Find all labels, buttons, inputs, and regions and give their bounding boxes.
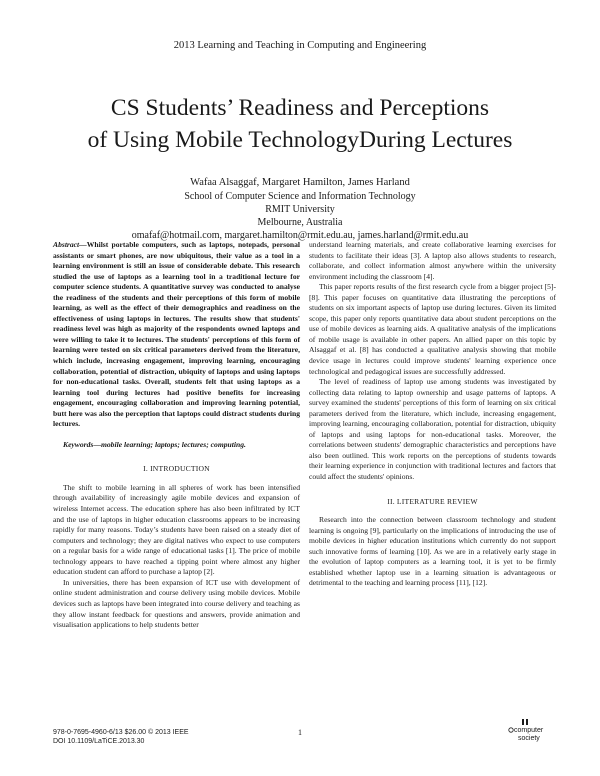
affiliation-university: RMIT University	[265, 204, 335, 215]
author-names: Wafaa Alsaggaf, Margaret Hamilton, James Harland	[190, 177, 410, 188]
intro-paragraph-1: The shift to mobile learning in all spheres of work has been intensified through availability of increasingly agile mobile devices and expansion of wireless Internet access. The education sphere has also been infiltrated by ICT and the use of laptops in higher education classrooms appears to be increasing rapidly for many reasons. Today’s students have been raised on a steady diet of computers and technology; they are digital natives who expect to use computers on a regular basis for a wide range of educational tasks [1]. The price of mobile technology appears to have reached a tipping point where almost any higher education student can afford to purchase a laptop [2].	[53, 482, 300, 577]
page-number: 1	[298, 728, 302, 737]
section-heading-introduction: I. INTRODUCTION	[143, 464, 210, 474]
computer-society-logo	[502, 718, 554, 752]
paper-title-line-1: CS Students’ Readiness and Perceptions	[110, 95, 490, 121]
author-emails: omafaf@hotmail.com, margaret.hamilton@rmit.edu.au, james.harland@rmit.edu.au	[131, 230, 469, 241]
logo-text-society: society	[518, 735, 540, 742]
section-heading-literature-review: II. LITERATURE REVIEW	[387, 496, 478, 506]
left-column	[53, 240, 300, 631]
logo-text-computer: computer	[514, 727, 544, 734]
intro-paragraph-4: The level of readiness of laptop use among students was investigated by collecting data relating to laptop ownership and usage patterns of laptops. A survey examined the students' perceptions of this form of learning on six critical parameters derived from the literature, which include, increasing engagement, improving learning, encouraging collaboration, potential for distraction, ubiquity of laptops and using laptops for non-educational tasks. Moreover, the correlations between students' demographic characteristics and perceptions have also been outlined. This work reports on the perceptions of students towards their learning experience in conjunction with traditional lectures and factors that could affect the students' opinions.	[309, 377, 556, 482]
abstract-label: Abstract—	[53, 240, 87, 249]
abstract	[53, 240, 300, 430]
intro-paragraph-2: In universities, there has been expansion of ICT use with development of online student administration and course delivery using mobile devices. Mobile devices such as laptops have been integrated into course delivery and teaching as they allow instant feedback for questions and answers, provide animation and visualisation applications to help students better	[53, 577, 300, 630]
doi-line: DOI 10.1109/LaTiCE.2013.30	[53, 738, 145, 745]
paper-title	[0, 92, 600, 156]
author-block	[0, 176, 600, 242]
intro-paragraph-continued: understand learning materials, and create collaborative learning exercises for students to facilitate their ideas [3]. A laptop also allows students to research, collaborate, and collect information almost anywhere within the university environment including the classroom [4].	[309, 240, 556, 281]
affiliation-location: Melbourne, Australia	[257, 217, 343, 228]
isbn-line: 978-0-7695-4960-6/13 $26.00 © 2013 IEEE	[53, 729, 189, 736]
paper-title-line-2: of Using Mobile TechnologyDuring Lectures	[87, 127, 513, 153]
abstract-text: Whilst portable computers, such as laptops, notepads, personal assistants or smart phones, are now ubiquitous, their value as a tool in a learning environment is still an issue of considerable debate. This research studied the use of laptops as a learning tool in a traditional lecture for computer science students. A quantitative survey was conducted to analyse the readiness of the students and their perceptions of this form of mobile learning, as well as the effect of their demographics and readiness on the effectiveness of using laptops in lectures. The results show that students' readiness level was high as majority of the respondents owned laptops and were willing to take it to lectures. The students' perceptions of this form of learning were tested on six critical parameters derived from the literature, which include, increasing engagement, improving learning, encouraging collaboration, potential of distraction, ubiquity of laptops and using laptops for non-educational tasks. Overall, students felt that using laptops as a learning tool during lectures had positive benefits for increasing engagement, encouraging collaboration and improving learning potential, butt here was also the perception that laptops could distract students during lectures.	[53, 240, 300, 429]
right-column	[309, 240, 556, 589]
affiliation-school: School of Computer Science and Information Technology	[184, 191, 416, 202]
conference-header: 2013 Learning and Teaching in Computing and Engineering	[173, 40, 427, 51]
literature-paragraph-1: Research into the connection between classroom technology and student learning is ongoing [9], particularly on the implications of introducing the use of mobile devices in higher education institutions which currently do not support such innovative forms of learning [10]. As we are in a relatively early stage in the evolution of laptop computers as a learning tool, it is yet to be firmly established whether laptop use in a learning situation is advantageous or detrimental to the teaching and learning process [11], [12].	[309, 515, 556, 588]
keywords: Keywords—mobile learning; laptops; lectures; computing.	[63, 439, 246, 449]
intro-paragraph-3: This paper reports results of the first research cycle from a bigger project [5]-[8]. This paper focuses on quantitative data illustrating the perceptions of students on six important aspects of laptop use during lectures. Given its limited scope, this paper only reports quantitative data about student perceptions on the use of mobile devices as learning aids. A qualitative analysis of the implications of mobile usage is available in other papers. An allied paper on this topic by Alsaggaf et al. [8] has conducted a qualitative analysis showing that mobile device usage in lectures could improve students' learning experience once technological and pedagogical issues are successfully addressed.	[309, 282, 556, 376]
